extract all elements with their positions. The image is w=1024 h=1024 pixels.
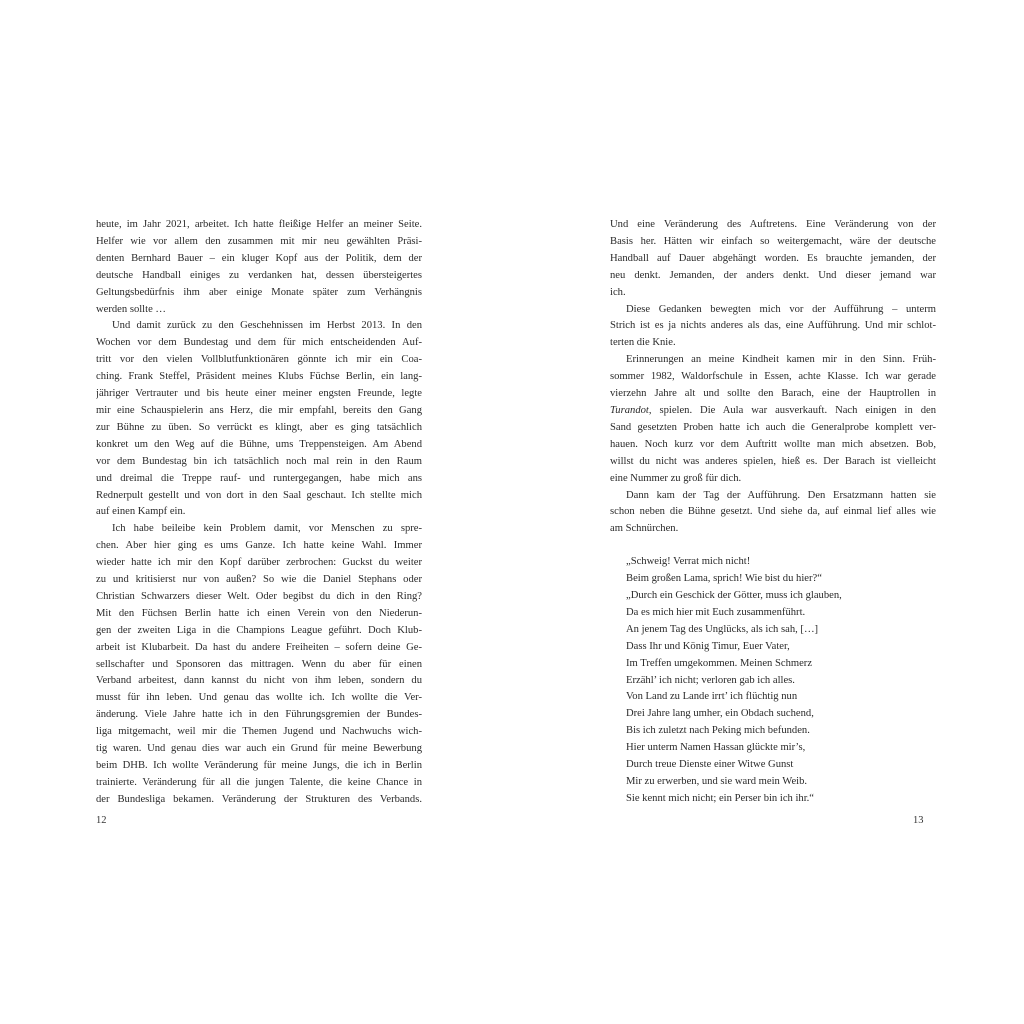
text-line: Erinnerungen an meine Kindheit kamen mir in den Sinn. Früh- xyxy=(626,354,936,366)
text-line: musst für ihn leben. Und genau das wollte ich. Ich wollte die Ver- xyxy=(96,692,422,704)
verse-line: „Schweig! Verrat mich nicht! xyxy=(626,556,751,568)
verse-line: Von Land zu Lande irrt’ ich flüchtig nun xyxy=(626,691,798,703)
text-line: Mit den Füchsen Berlin hatte ich einen Verein von den Niederun- xyxy=(96,607,422,619)
text-line: auf einen Kampf ein. xyxy=(96,506,186,518)
page-number: 12 xyxy=(96,815,107,826)
text-line: tig waren. Und genau dies war auch ein Grund für meine Bewerbung xyxy=(96,743,422,755)
paragraph xyxy=(610,352,936,487)
text-line: chen. Aber hier ging es ums Ganze. Ich hatte keine Wahl. Immer xyxy=(96,540,422,552)
text-line: eine Nummer zu groß für dich. xyxy=(610,472,742,484)
text-line: Verband arbeitest, dann kannst du nicht von ihm leben, sondern du xyxy=(96,675,422,687)
text-line: beim DHB. Ich wollte Veränderung für meine Jungs, die ich in Berlin xyxy=(96,760,422,771)
text-line: vierzehn Jahre alt und sollte den Barach, eine der Hauptrollen in xyxy=(610,388,936,400)
verse-line: An jenem Tag des Unglücks, als ich sah, […] xyxy=(626,623,819,635)
text-line: tritt vor den vielen Vollblutfunktionären gönnte ich mir ein Coa- xyxy=(96,354,422,366)
text-line: konkret um den Weg auf die Bühne, ums Treppensteigen. Am Abend xyxy=(96,438,422,450)
text-line: Turandot, spielen. Die Aula war ausverkauft. Nach einigen in den xyxy=(610,404,936,416)
text-line: änderung. Viele Jahre hatte ich in den Führungsgremien der Bundes- xyxy=(96,709,422,721)
text-line: Helfer wie vor allem den zusammen mit mir neu gewählten Präsi- xyxy=(96,235,422,247)
verse-line: Da es mich hier mit Euch zusammenführt. xyxy=(626,606,806,618)
right-page xyxy=(610,217,936,808)
text-line: sommer 1982, Waldorfschule in Essen, achte Klasse. Ich war gerade xyxy=(610,371,936,383)
verse-line: Hier unterm Namen Hassan glückte mir’s, xyxy=(626,742,806,754)
text-line: Christian Schwarzers dieser Welt. Oder begibst du dich in den Ring? xyxy=(96,590,422,602)
text-line: hauen. Noch kurz vor dem Auftritt wollte man mich absetzen. Bob, xyxy=(610,438,936,450)
text-line: jähriger Vertrauter und bis heute einer meiner engsten Freunde, legte xyxy=(96,388,422,400)
verse-line: „Durch ein Geschick der Götter, muss ich glauben, xyxy=(626,590,842,602)
paragraph xyxy=(610,302,936,353)
verse-line: Drei Jahre lang umher, ein Obdach suchend, xyxy=(626,708,814,720)
text-line: Diese Gedanken bewegten mich vor der Aufführung – unterm xyxy=(626,303,936,315)
verse-line: Mir zu erwerben, und sie ward mein Weib. xyxy=(626,776,808,787)
text-line: Und eine Veränderung des Auftretens. Eine Veränderung von der xyxy=(610,219,936,230)
text-line: Geltungsbedürfnis ihm aber einige Monate später zum Verhängnis xyxy=(96,286,422,298)
text-line: wieder hatte ich mir den Kopf darüber zerbrochen: Guckst du weiter xyxy=(96,557,422,569)
verse-line: Bis ich zuletzt nach Peking mich befunden. xyxy=(626,725,810,737)
verse-line: Erzähl’ ich nicht; verloren gab ich alles. xyxy=(626,674,795,686)
text-line: trainierte. Veränderung für all die jungen Talente, die keine Chance in xyxy=(96,776,422,788)
paragraph xyxy=(610,217,936,302)
text-line: heute, im Jahr 2021, arbeitet. Ich hatte fleißige Helfer an meiner Seite. xyxy=(96,219,422,230)
text-line: denten Bernhard Bauer – ein kluger Kopf aus der Politik, dem der xyxy=(96,252,422,264)
page-number: 13 xyxy=(913,815,924,826)
verse-quote xyxy=(610,554,936,808)
text-line: sellschafter und Sponsoren das mittragen. Wenn du aber für einen xyxy=(96,658,422,670)
text-line: deutsche Handball einiges zu verdanken hat, dessen übersteigertes xyxy=(96,269,422,281)
paragraph xyxy=(96,521,422,808)
text-line: arbeit ist Klubarbeit. Da hast du andere Freiheiten – sofern deine Ge- xyxy=(96,641,422,653)
verse-line: Durch treue Dienste einer Witwe Gunst xyxy=(626,759,794,771)
text-line: Handball auf Dauer abgehängt worden. Es brauchte jemanden, der xyxy=(610,252,936,264)
text-line: zur Bühne zu üben. So verrückt es klingt, aber es ging tatsächlich xyxy=(96,421,422,433)
text-line: Und damit zurück zu den Geschehnissen im Herbst 2013. In den xyxy=(112,320,422,332)
text-line: schon neben die Bühne gesetzt. Und siehe da, auf einmal lief alles wie xyxy=(610,506,936,518)
verse-line: Dass Ihr und König Timur, Euer Vater, xyxy=(626,640,790,652)
text-line: gen der zweiten Liga in die Champions League geführt. Doch Klub- xyxy=(96,624,422,636)
text-line: der Bundesliga bekamen. Veränderung der Strukturen des Verbands. xyxy=(96,793,422,805)
text-line: ching. Frank Steffel, Präsident meines Klubs Füchse Berlin, ein lang- xyxy=(96,371,422,383)
verse-line: Im Treffen umgekommen. Meinen Schmerz xyxy=(626,657,813,669)
verse-line: Beim großen Lama, sprich! Wie bist du hier?“ xyxy=(626,573,822,585)
text-line: vor dem Bundestag bin ich tatsächlich noch mal rein in den Raum xyxy=(96,455,422,467)
text-line: werden sollte … xyxy=(96,303,167,315)
text-line: neu denkt. Jemanden, der anders denkt. Und dieser jemand war xyxy=(610,269,936,281)
text-line: Rednerpult gestellt und von dort in den Saal geschaut. Ich stellte mich xyxy=(96,489,422,501)
text-line: Strich ist es ja nichts anderes als das, eine Aufführung. Und mir schlot- xyxy=(610,320,936,332)
paragraph xyxy=(96,318,422,521)
text-line: liga mitgemacht, weil mir die Themen Jugend und Nachwuchs wich- xyxy=(96,726,422,738)
left-page xyxy=(96,217,422,809)
text-line: zu und kritisierst nur von außen? So wie die Daniel Stephans oder xyxy=(96,574,422,586)
paragraph xyxy=(96,217,422,318)
paragraph xyxy=(610,488,936,539)
text-line: am Schnürchen. xyxy=(610,523,679,535)
text-line: mir eine Schauspielerin ans Herz, die mir empfahl, bereits den Gang xyxy=(96,404,422,416)
text-line: Wochen vor dem Bundestag und dem für mich entscheidenden Auf- xyxy=(96,337,422,349)
text-line: Ich habe beileibe kein Problem damit, vor Menschen zu spre- xyxy=(112,523,422,535)
text-line: und dreimal die Treppe rauf- und runtergegangen, habe mich ans xyxy=(96,472,422,484)
text-line: willst du nicht was anderes spielen, hieß es. Der Barach ist vielleicht xyxy=(610,455,936,467)
text-line: terten die Knie. xyxy=(610,337,676,349)
text-line: ich. xyxy=(610,286,626,298)
text-line: Dann kam der Tag der Aufführung. Den Ersatzmann hatten sie xyxy=(626,489,936,501)
text-line: Basis her. Hätten wir einfach so weitergemacht, wäre der deutsche xyxy=(610,235,936,247)
verse-line: Sie kennt mich nicht; ein Perser bin ich ihr.“ xyxy=(626,792,814,804)
text-line: Sand gesetzten Proben hatte ich auch die Generalprobe komplett ver- xyxy=(610,421,936,433)
